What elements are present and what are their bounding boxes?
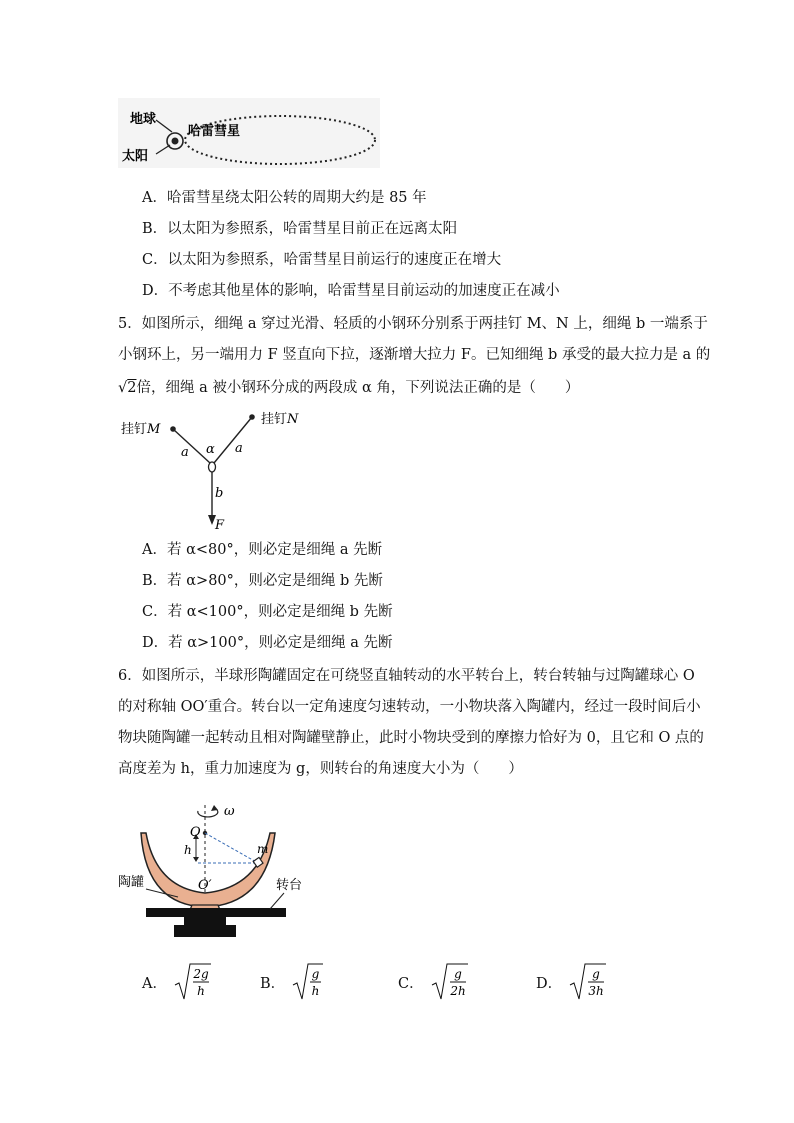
q5-stem-line2: 小钢环上，另一端用力 F 竖直向下拉，逐渐增大拉力 F。已知细绳 b 承受的最大拉力是 a 的 — [118, 347, 711, 363]
center-o-prime-label: O′ — [198, 878, 212, 893]
height-label: h — [184, 843, 192, 857]
q6-stem-line2: 的对称轴 OO′重合。转台以一定角速度匀速转动，一小物块落入陶罐内，经过一段时间后小 — [118, 699, 701, 715]
q6-choice-b-den: h — [311, 984, 320, 998]
q5-option-d[interactable]: D．若 α>100°，则必定是细绳 a 先断 — [142, 635, 393, 651]
q6-choice-c-den: 2h — [449, 984, 466, 998]
q5-stem-line3 — [118, 378, 579, 398]
radius-line — [205, 833, 258, 863]
q6-choice-c-label: C． — [398, 975, 424, 992]
comet-label: 哈雷彗星 — [188, 124, 241, 139]
rope-a-label-left: a — [181, 445, 189, 460]
q6-choice-b-formula — [291, 961, 325, 1003]
q6-choice-a-label: A． — [142, 975, 167, 992]
sun-label: 太阳 — [122, 149, 149, 164]
sun-marker — [172, 138, 179, 145]
turntable-label: 转台 — [276, 878, 303, 893]
q6-stem-line1: 6．如图所示，半球形陶罐固定在可绕竖直轴转动的水平转台上，转台转轴与过陶罐球心 O — [118, 668, 695, 684]
rope-a-label-right: a — [235, 441, 243, 456]
q6-stem-line3: 物块随陶罐一起转动且相对陶罐壁静止，此时小物块受到的摩擦力恰好为 0，且它和 O 点的 — [118, 730, 704, 746]
nail-n-label: 挂钉N — [261, 412, 299, 427]
q6-choice-b[interactable] — [260, 960, 325, 1004]
nail-m-label: 挂钉M — [121, 422, 161, 437]
q5-stem-line3-text: 倍，细绳 a 被小钢环分成的两段成 α 角，下列说法正确的是（ ） — [136, 380, 580, 396]
q5-option-b[interactable]: B．若 α>80°，则必定是细绳 b 先断 — [142, 573, 383, 589]
q5-option-c[interactable]: C．若 α<100°，则必定是细绳 b 先断 — [142, 604, 393, 620]
earth-label: 地球 — [130, 112, 157, 127]
q5-stem-line1: 5．如图所示，细绳 a 穿过光滑、轻质的小钢环分别系于两挂钉 M、N 上，细绳 b 一端系于 — [118, 316, 708, 332]
turntable-pot-figure — [118, 793, 304, 943]
q6-choice-b-label: B． — [260, 975, 286, 992]
q4-option-b[interactable]: B．以太阳为参照系，哈雷彗星目前正在远离太阳 — [142, 221, 458, 237]
angle-alpha-label: α — [206, 442, 215, 457]
q6-choice-c-num: g — [453, 967, 462, 981]
nail-n-dot — [249, 414, 255, 420]
omega-label: ω — [224, 804, 235, 819]
rope-a-left — [173, 429, 210, 463]
nail-m-dot — [170, 426, 176, 432]
q6-choice-d[interactable] — [536, 960, 608, 1004]
q6-choices — [142, 960, 702, 1004]
q6-stem-line4: 高度差为 h，重力加速度为 g，则转台的角速度大小为（ ） — [118, 761, 523, 777]
pot-label: 陶罐 — [118, 875, 145, 890]
sqrt-radicand: 2 — [127, 380, 137, 396]
q6-choice-a-num: 2g — [193, 967, 209, 981]
q6-choice-a-den: h — [197, 984, 205, 998]
q6-choice-b-num: g — [311, 967, 320, 981]
q6-choice-d-num: g — [592, 967, 600, 981]
turntable-base — [174, 925, 236, 937]
sqrt-symbol: √2 — [118, 380, 137, 396]
center-o-label: O — [190, 825, 201, 840]
q4-option-a[interactable]: A．哈雷彗星绕太阳公转的周期大约是 85 年 — [142, 190, 427, 206]
q6-choice-d-den: 3h — [588, 984, 604, 998]
halley-orbit-figure — [118, 98, 380, 168]
q6-choice-d-label: D． — [536, 975, 563, 992]
rope-a-right — [214, 417, 252, 463]
q4-option-d[interactable]: D．不考虑其他星体的影响，哈雷彗星目前运动的加速度正在减小 — [142, 283, 560, 299]
q6-choice-c[interactable] — [398, 960, 470, 1004]
q6-choice-a[interactable] — [142, 960, 213, 1004]
ceramic-pot — [141, 833, 275, 907]
turntable-shaft — [184, 917, 226, 925]
q6-choice-d-formula — [568, 961, 608, 1003]
q4-option-c[interactable]: C．以太阳为参照系，哈雷彗星目前运行的速度正在增大 — [142, 252, 502, 268]
q6-choice-c-formula — [430, 961, 470, 1003]
mass-label: m — [257, 842, 269, 856]
turntable-top — [146, 908, 286, 917]
steel-ring — [209, 462, 216, 472]
q5-option-a[interactable]: A．若 α<80°，则必定是细绳 a 先断 — [142, 542, 383, 558]
rope-ring-figure — [118, 405, 318, 535]
rope-b-label: b — [215, 486, 224, 501]
q6-choice-a-formula — [173, 961, 213, 1003]
force-label: F — [215, 518, 225, 533]
